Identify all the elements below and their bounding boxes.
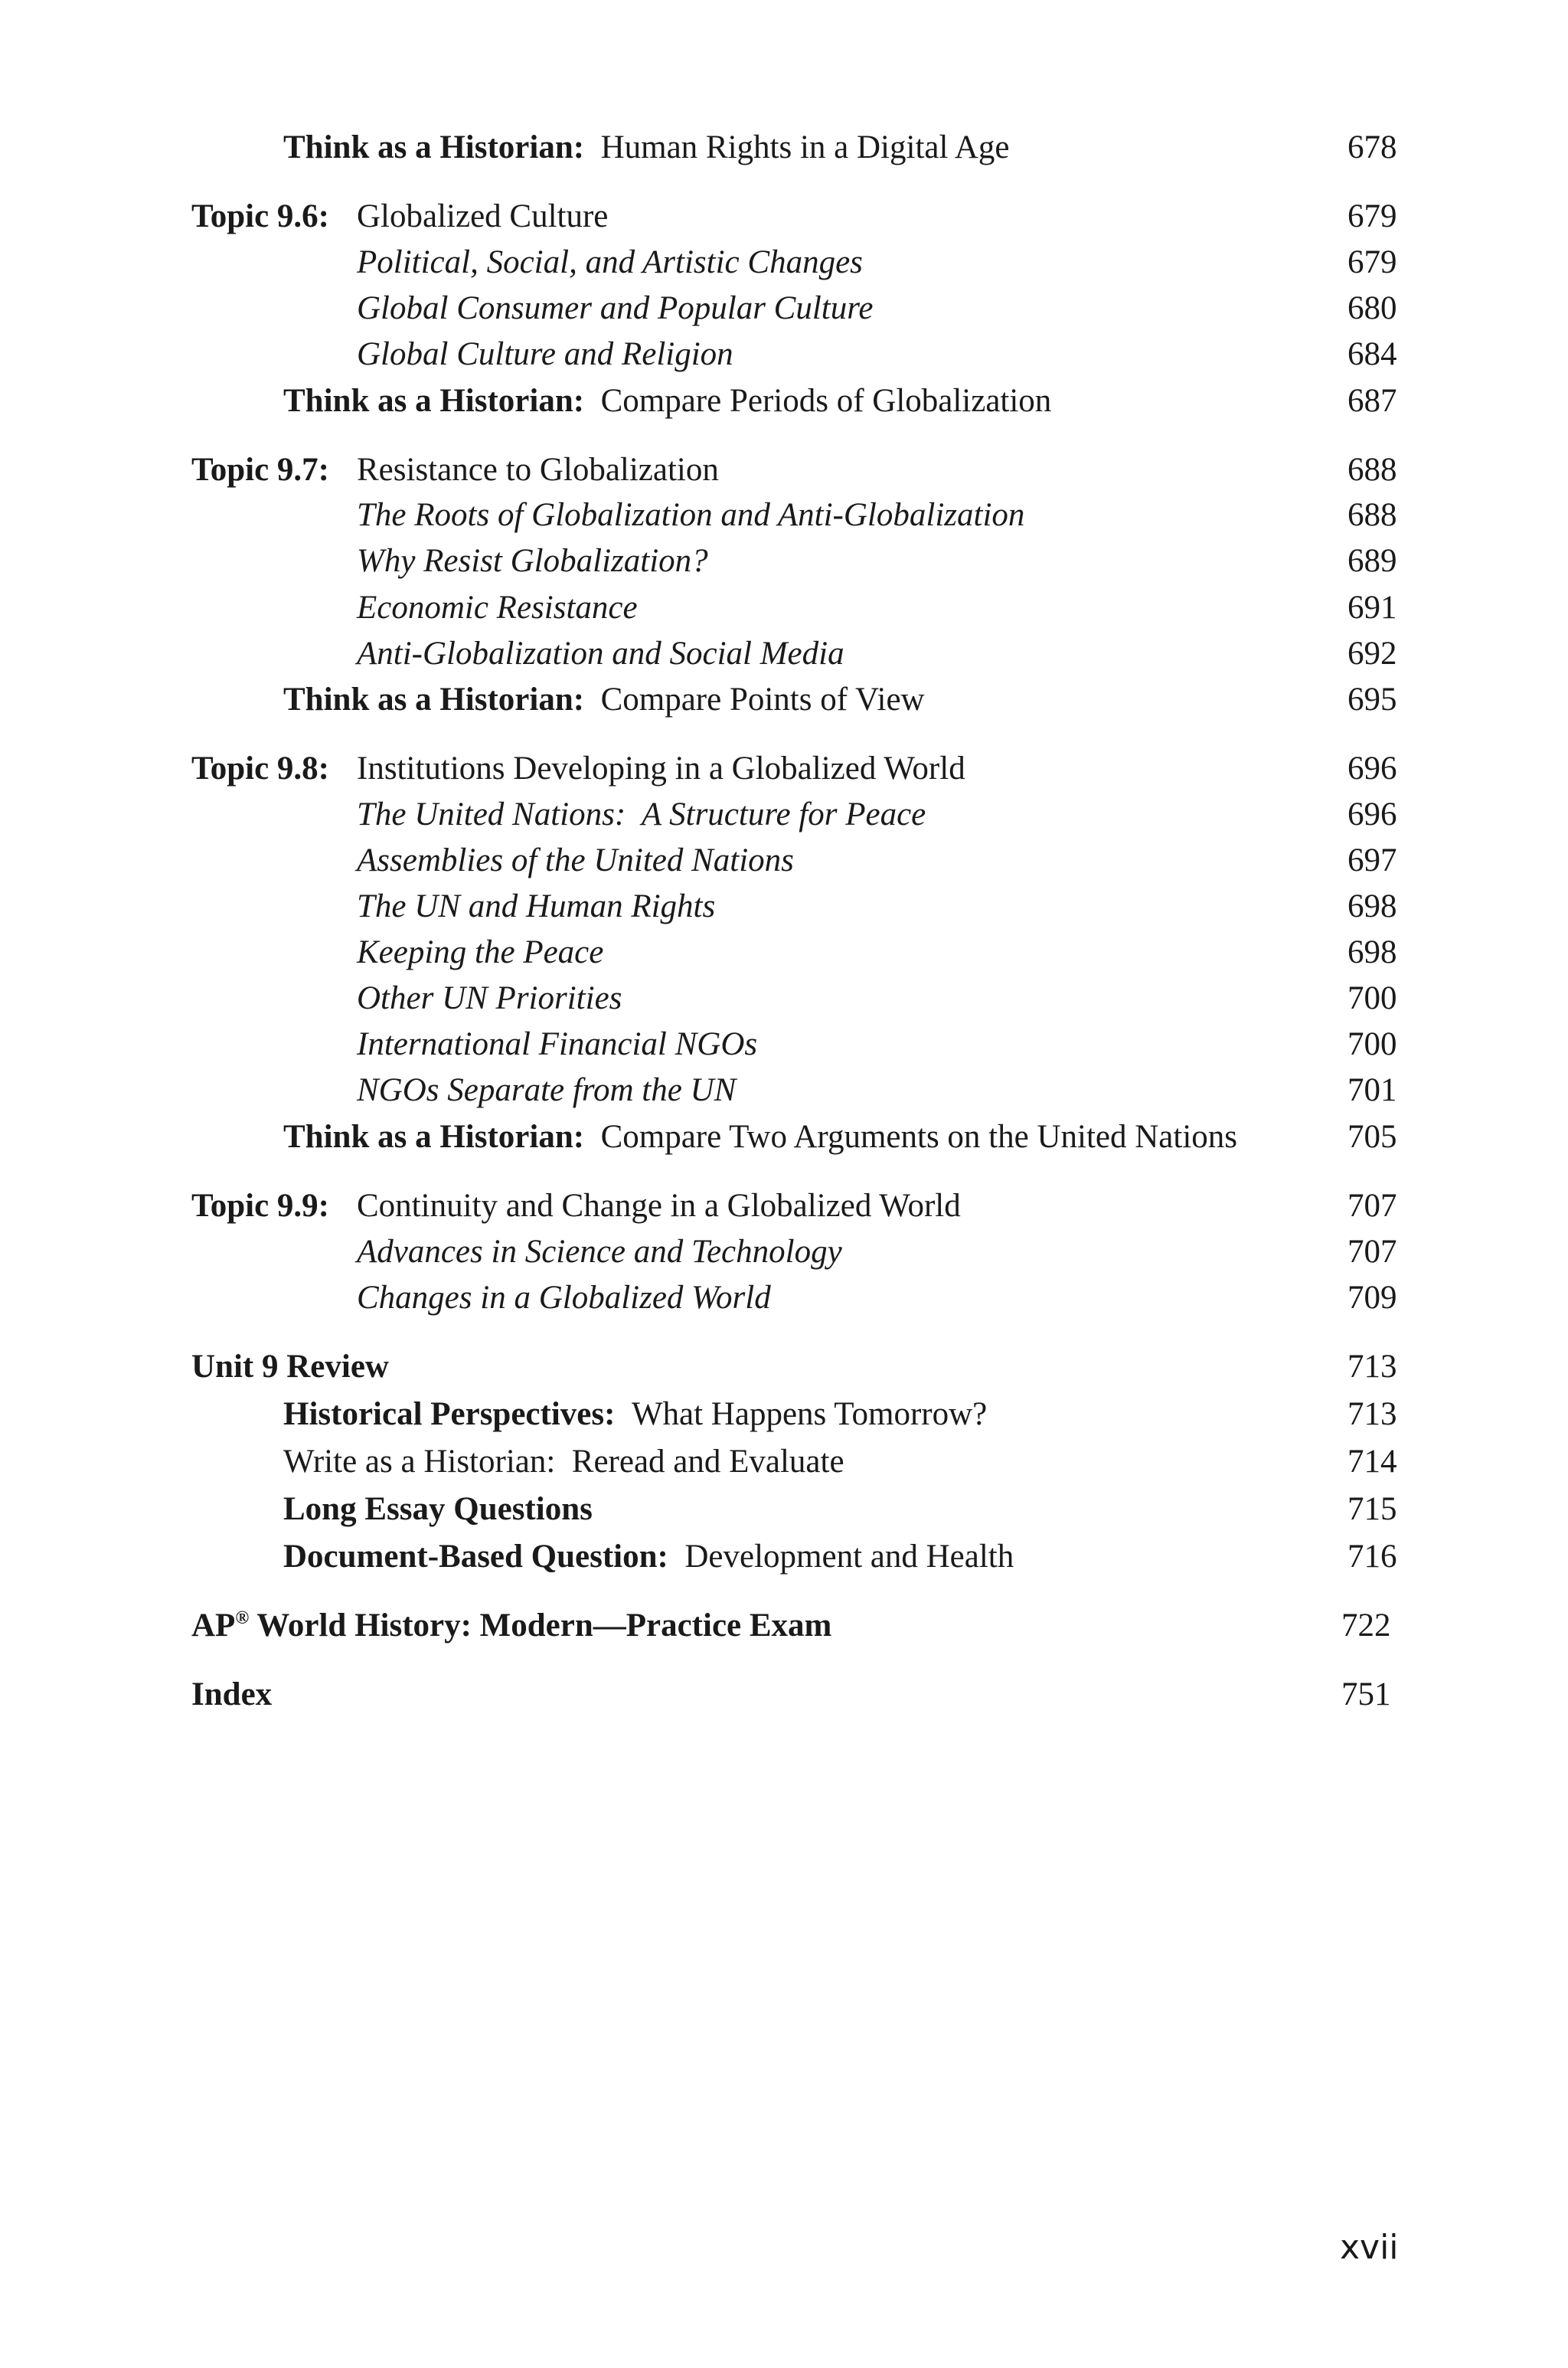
page-number: 691 [1348,590,1397,626]
section-title: Index [191,1676,273,1712]
page-number: 680 [1348,290,1397,326]
toc-entry-think [0,127,1568,168]
subtopic-title: Advances in Science and Technology [357,1234,842,1270]
think-label: Think as a Historian: [283,383,585,419]
page-number: 688 [1348,497,1397,533]
page-number: 692 [1348,636,1397,672]
page-number: 687 [1348,383,1397,419]
subtopic-title: Keeping the Peace [357,934,604,970]
toc-entry-sub [0,794,1568,836]
page-number: 696 [1348,796,1397,832]
toc-entry-review [0,1441,1568,1483]
page-number: 700 [1348,980,1397,1016]
subtopic-title: Economic Resistance [357,590,638,626]
entry-title: Compare Periods of Globalization [600,383,1052,419]
topic-title: Resistance to Globalization [357,452,719,488]
topic-title: Continuity and Change in a Globalized World [357,1188,961,1224]
toc-entry-topic [0,196,1568,237]
toc-entry-sub [0,932,1568,973]
page-number: 700 [1348,1026,1397,1062]
subtopic-title: International Financial NGOs [357,1026,758,1062]
entry-title: Compare Two Arguments on the United Nations [600,1119,1238,1155]
think-label: Think as a Historian: [283,129,585,165]
topic-label: Topic 9.8: [191,751,329,787]
section-title: Unit 9 Review [191,1349,389,1385]
toc-entry-sub [0,886,1568,927]
toc-entry-unit-review [0,1346,1568,1388]
toc-entry-topic [0,1186,1568,1227]
entry-title: What Happens Tomorrow? [631,1396,988,1432]
page-number: 696 [1348,751,1397,787]
toc-entry-think [0,679,1568,721]
subtopic-title: Anti-Globalization and Social Media [357,636,844,672]
entry-title: Human Rights in a Digital Age [600,129,1010,165]
page-number: 709 [1348,1280,1397,1316]
toc-entry-sub [0,1231,1568,1273]
topic-label: Topic 9.6: [191,198,329,234]
page-number: 713 [1348,1349,1397,1385]
page-number: 688 [1348,452,1397,488]
subtopic-title: The Roots of Globalization and Anti-Globalization [357,497,1025,533]
toc-entry-sub [0,633,1568,675]
page-folio: xvii [1340,2228,1399,2267]
topic-label: Topic 9.9: [191,1188,329,1224]
page-number: 695 [1348,682,1397,718]
toc-entry-sub [0,978,1568,1019]
toc-entry-sub [0,541,1568,582]
toc-entry-sub [0,1024,1568,1065]
subtopic-title: NGOs Separate from the UN [357,1072,737,1108]
entry-title: Development and Health [684,1539,1014,1575]
page-number: 697 [1348,842,1397,878]
toc-entry-topic [0,450,1568,491]
toc-entry-sub [0,1277,1568,1319]
subtopic-title: The UN and Human Rights [357,888,716,924]
section-title: AP® World History: Modern—Practice Exam [191,1608,832,1644]
page-number: 707 [1348,1234,1397,1270]
review-label: Long Essay Questions [283,1491,593,1527]
toc-entry-practice-exam [0,1605,1568,1647]
subtopic-title: Changes in a Globalized World [357,1280,771,1316]
review-label: Document-Based Question: [283,1539,668,1575]
page-number: 679 [1348,198,1397,234]
think-label: Think as a Historian: [283,1119,585,1155]
page-number: 698 [1348,888,1397,924]
toc-entry-sub [0,288,1568,329]
review-label: Historical Perspectives: [283,1396,616,1432]
toc-entry-review [0,1536,1568,1578]
toc-entry-index [0,1674,1568,1715]
page-number: 698 [1348,934,1397,970]
toc-entry-sub [0,495,1568,536]
page-number: 705 [1348,1119,1397,1155]
page-number: 722 [1341,1608,1391,1644]
page-number: 707 [1348,1188,1397,1224]
page-number: 679 [1348,244,1397,280]
page-number: 689 [1348,543,1397,579]
toc-entry-sub [0,1070,1568,1111]
page-number: 701 [1348,1072,1397,1108]
toc-entry-sub [0,334,1568,375]
toc-entry-review [0,1394,1568,1435]
page-number: 684 [1348,336,1397,372]
subtopic-title: Other UN Priorities [357,980,622,1016]
toc-entry-think [0,1117,1568,1158]
subtopic-title: Why Resist Globalization? [357,543,708,579]
subtopic-title: Assemblies of the United Nations [357,842,794,878]
toc-entry-sub [0,242,1568,283]
entry-title: Write as a Historian: Reread and Evaluate [283,1444,844,1480]
subtopic-title: Global Consumer and Popular Culture [357,290,874,326]
page-number: 716 [1348,1539,1397,1575]
page-number: 678 [1348,129,1397,165]
page-number: 713 [1348,1396,1397,1432]
subtopic-title: The United Nations: A Structure for Peace [357,796,926,832]
think-label: Think as a Historian: [283,682,585,718]
topic-title: Globalized Culture [357,198,609,234]
subtopic-title: Political, Social, and Artistic Changes [357,244,863,280]
topic-title: Institutions Developing in a Globalized World [357,751,965,787]
toc-entry-sub [0,840,1568,881]
entry-title: Compare Points of View [600,682,925,718]
toc-entry-sub [0,587,1568,629]
page-number: 751 [1341,1676,1391,1712]
topic-label: Topic 9.7: [191,452,329,488]
page-number: 714 [1348,1444,1397,1480]
toc-entry-think [0,381,1568,422]
page-number: 715 [1348,1491,1397,1527]
toc-entry-topic [0,748,1568,790]
toc-entry-review [0,1489,1568,1530]
subtopic-title: Global Culture and Religion [357,336,733,372]
